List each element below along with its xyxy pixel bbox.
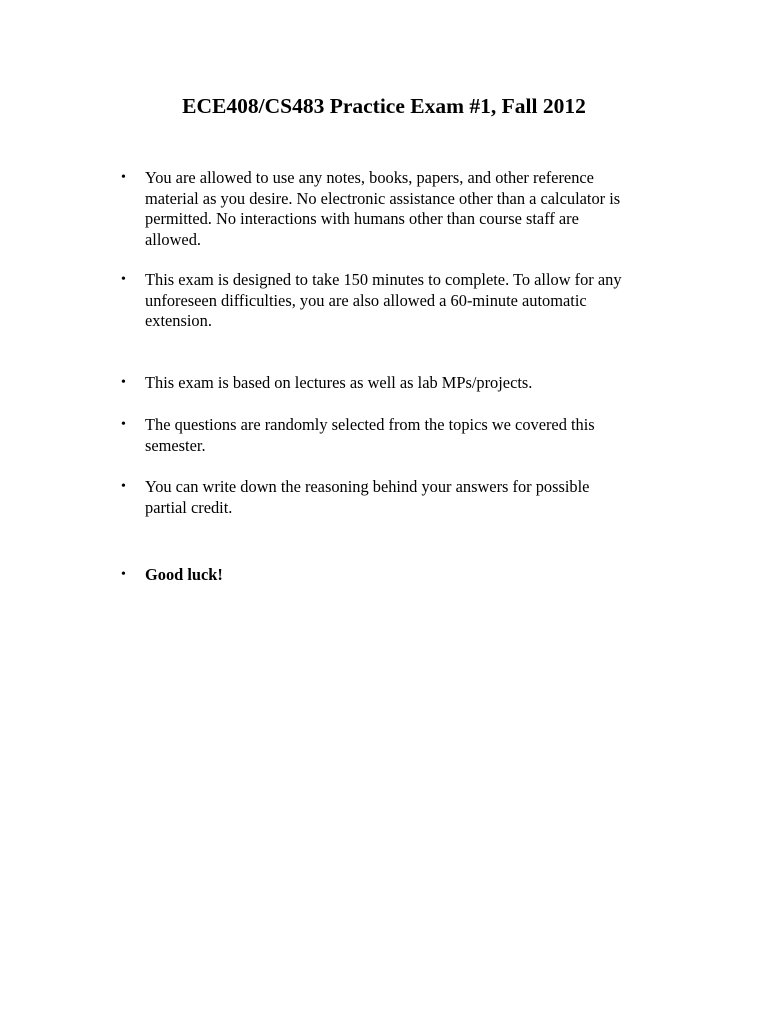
page-title: ECE408/CS483 Practice Exam #1, Fall 2012 <box>182 94 586 118</box>
text-line: extension. <box>145 311 212 330</box>
instruction-text <box>145 373 671 394</box>
bullet-icon: • <box>121 170 126 185</box>
instruction-item-questions <box>121 415 671 456</box>
text-line: You can write down the reasoning behind your answers for possible <box>145 477 590 496</box>
instruction-text <box>145 415 671 456</box>
text-line: partial credit. <box>145 497 233 517</box>
text-line: unforeseen difficulties, you are also allowed a 60-minute automatic <box>145 290 587 310</box>
text-line: This exam is based on lectures as well as lab MPs/projects. <box>145 373 533 392</box>
instruction-item-reasoning <box>121 477 671 518</box>
text-line: You are allowed to use any notes, books, papers, and other reference <box>145 168 594 187</box>
bullet-icon: • <box>121 567 126 582</box>
instruction-text <box>145 477 671 518</box>
instruction-text <box>145 270 671 332</box>
instruction-item-scope <box>121 373 671 394</box>
instruction-item-good-luck <box>121 565 671 586</box>
instruction-item-duration <box>121 270 671 332</box>
instruction-text <box>145 168 671 250</box>
text-line: Good luck! <box>145 565 223 584</box>
bullet-icon: • <box>121 479 126 494</box>
text-line: semester. <box>145 435 206 455</box>
text-line: material as you desire. No electronic assistance other than a calculator is <box>145 188 621 208</box>
bullet-icon: • <box>121 417 126 432</box>
instruction-item-notes <box>121 168 671 250</box>
text-line: This exam is designed to take 150 minutes to complete. To allow for any <box>145 270 622 289</box>
text-line: The questions are randomly selected from the topics we covered this <box>145 415 595 434</box>
bullet-icon: • <box>121 272 126 287</box>
bullet-icon: • <box>121 375 126 390</box>
text-line: allowed. <box>145 229 201 249</box>
instruction-text <box>145 565 671 586</box>
text-line: permitted. No interactions with humans other than course staff are <box>145 209 579 228</box>
